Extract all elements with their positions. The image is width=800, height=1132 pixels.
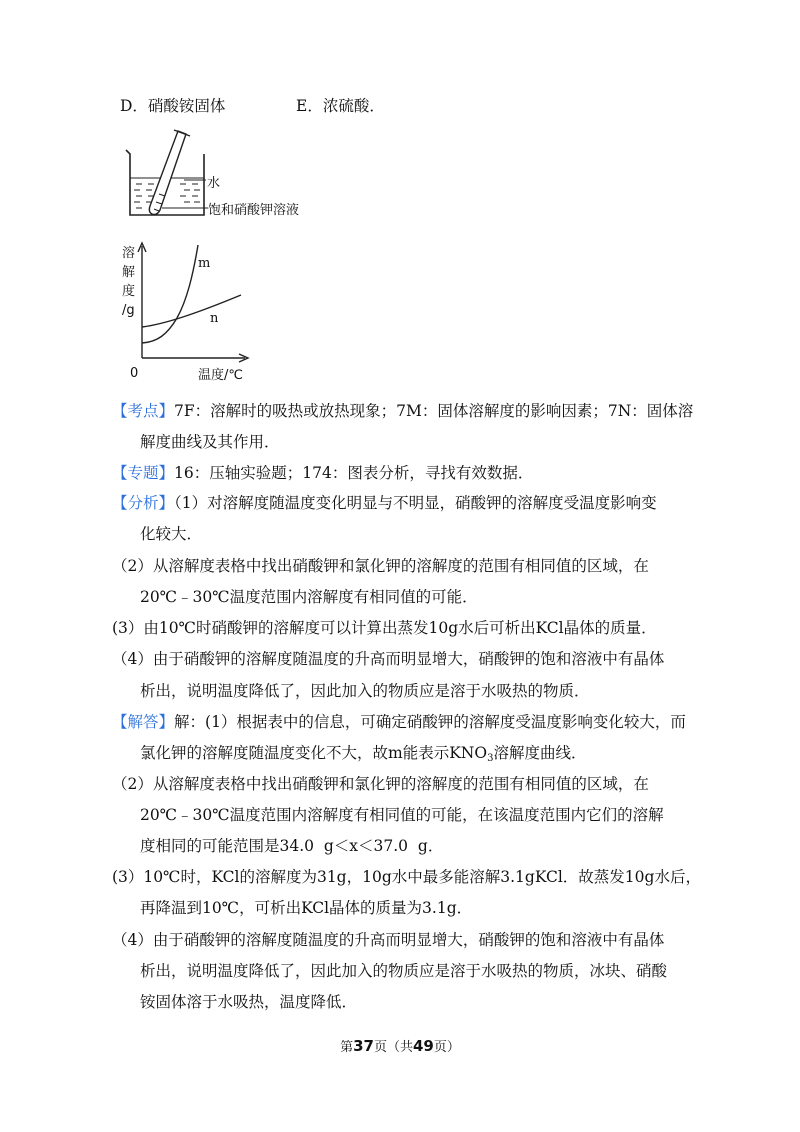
jieda-line1 — [112, 711, 686, 733]
curve-m-label: m — [198, 256, 211, 271]
fenxi-line1 — [112, 492, 657, 514]
chart-y-label — [122, 244, 135, 320]
fenxi-p4-line1: （4）由于硝酸钾的溶解度随温度的升高而明显增大，硝酸钾的饱和溶液中有晶体 — [112, 650, 665, 668]
fenxi-tag: 【分析】 — [112, 494, 175, 512]
solution-label: 饱和硝酸钾溶液 — [208, 203, 300, 218]
jieda-p4-line2: 析出，说明温度降低了，因此加入的物质应是溶于水吸热的物质，冰块、硝酸 — [140, 962, 668, 980]
y-label-char: 度 — [122, 284, 136, 299]
footer-mid: 页（共 — [373, 1040, 413, 1055]
fenxi-p3-line1: (3）由10℃时硝酸钾的溶解度可以计算出蒸发10g水后可析出KCl晶体的质量． — [112, 619, 657, 637]
page-total: 49 — [413, 1037, 434, 1055]
jieda-p2-line1: （2）从溶解度表格中找出硝酸钾和氯化钾的溶解度的范围有相同值的区域，在 — [112, 775, 649, 793]
chart-x-label: 温度/℃ — [198, 368, 243, 383]
fenxi-p2-line2: 20℃﹣30℃温度范围内溶解度有相同值的可能． — [140, 588, 478, 606]
kaodian-tag: 【考点】 — [112, 402, 175, 420]
jieda-p1-line2 — [140, 742, 586, 770]
page-footer — [0, 1036, 800, 1055]
page-number: 37 — [353, 1037, 374, 1055]
subscript-3: 3 — [487, 753, 494, 764]
y-label-char: 溶 — [122, 246, 136, 261]
zhuanti-tag: 【专题】 — [112, 464, 175, 482]
fenxi-p2-line1: （2）从溶解度表格中找出硝酸钾和氯化钾的溶解度的范围有相同值的区域，在 — [112, 557, 649, 575]
option-e: E．浓硫酸． — [296, 97, 385, 115]
solubility-chart — [135, 240, 255, 365]
jieda-p3-line2: 再降温到10℃，可析出KCl晶体的质量为3.1g． — [140, 899, 473, 917]
footer-pre: 第 — [340, 1040, 354, 1055]
jieda-p1-line2-tail: 溶解度曲线． — [493, 744, 587, 762]
y-label-char: 解 — [122, 265, 136, 280]
jieda-p2-line3: 度相同的可能范围是34.0 g＜x＜37.0 g． — [140, 837, 444, 855]
footer-post: 页） — [433, 1040, 460, 1055]
jieda-p1-line2-text: 氯化钾的溶解度随温度变化不大，故m能表示KNO — [140, 744, 488, 762]
jieda-p2-line2: 20℃﹣30℃温度范围内溶解度有相同值的可能，在该温度范围内它们的溶解 — [140, 806, 664, 824]
chart-origin: 0 — [130, 366, 139, 381]
y-label-char: /g — [122, 303, 135, 318]
curve-n — [142, 295, 241, 327]
kaodian-text: 7F：溶解时的吸热或放热现象；7M：固体溶解度的影响因素；7N：固体溶 — [174, 402, 694, 420]
option-d: D．硝酸铵固体 — [120, 97, 226, 115]
jieda-p4-line3: 铵固体溶于水吸热，温度降低． — [140, 993, 358, 1011]
zhuanti-line — [112, 462, 533, 484]
fenxi-text: （1）对溶解度随温度变化明显与不明显，硝酸钾的溶解度受温度影响变 — [174, 494, 657, 512]
water-label: 水 — [207, 176, 221, 191]
fenxi-p1-line2: 化较大． — [140, 525, 203, 543]
jieda-p4-line1: （4）由于硝酸钾的溶解度随温度的升高而明显增大，硝酸钾的饱和溶液中有晶体 — [112, 931, 665, 949]
curve-n-label: n — [210, 311, 219, 326]
fenxi-p4-line2: 析出，说明温度降低了，因此加入的物质应是溶于水吸热的物质． — [140, 682, 590, 700]
kaodian-line1 — [112, 400, 693, 422]
jieda-tag: 【解答】 — [112, 713, 175, 731]
jieda-text: 解：(1）根据表中的信息，可确定硝酸钾的溶解度受温度影响变化较大，而 — [174, 713, 686, 731]
kaodian-line2: 解度曲线及其作用． — [140, 433, 280, 451]
jieda-p3-line1: (3）10℃时，KCl的溶解度为31g，10g水中最多能溶解3.1gKCl．故蒸发10g水后， — [112, 868, 701, 886]
zhuanti-text: 16：压轴实验题；174：图表分析，寻找有效数据． — [174, 464, 534, 482]
curve-m — [142, 245, 198, 343]
